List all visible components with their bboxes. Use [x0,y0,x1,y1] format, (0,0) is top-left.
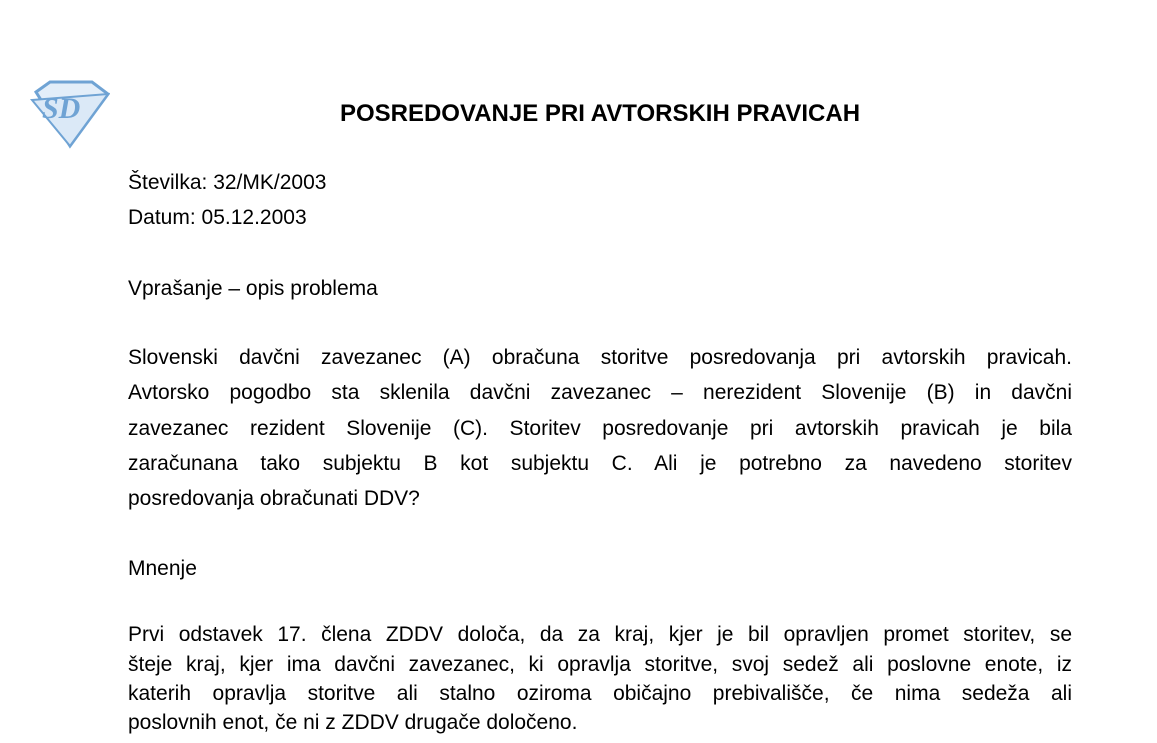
opinion-line: Prvi odstavek 17. člena ZDDV določa, da za kraj, kjer je bil opravljen promet storitev, se [128,623,1072,646]
question-line: zaračunana tako subjektu B kot subjektu C. Ali je potrebno za navedeno storitev [128,452,1072,475]
opinion-line: šteje kraj, kjer ima davčni zavezanec, ki opravlja storitve, svoj sedež ali poslovne enote, iz [128,653,1072,676]
opinion-heading: Mnenje [128,557,197,580]
question-heading: Vprašanje – opis problema [128,277,378,300]
question-line: Avtorsko pogodbo sta sklenila davčni zavezanec – nerezident Slovenije (B) in davčni [128,381,1072,404]
document-number: Številka: 32/MK/2003 [128,171,327,194]
document-date: Datum: 05.12.2003 [128,206,307,229]
document-title: POSREDOVANJE PRI AVTORSKIH PRAVICAH [339,100,861,127]
opinion-line: poslovnih enot, če ni z ZDDV drugače določeno. [128,711,578,734]
opinion-line: katerih opravlja storitve ali stalno oziroma običajno prebivališče, če nima sedeža ali [128,682,1072,705]
question-line: posredovanja obračunati DDV? [128,487,420,510]
svg-text:SD: SD [42,92,81,125]
question-line: zavezanec rezident Slovenije (C). Storitev posredovanje pri avtorskih pravicah je bila [128,417,1072,440]
question-line: Slovenski davčni zavezanec (A) obračuna storitve posredovanja pri avtorskih pravicah. [128,346,1072,369]
